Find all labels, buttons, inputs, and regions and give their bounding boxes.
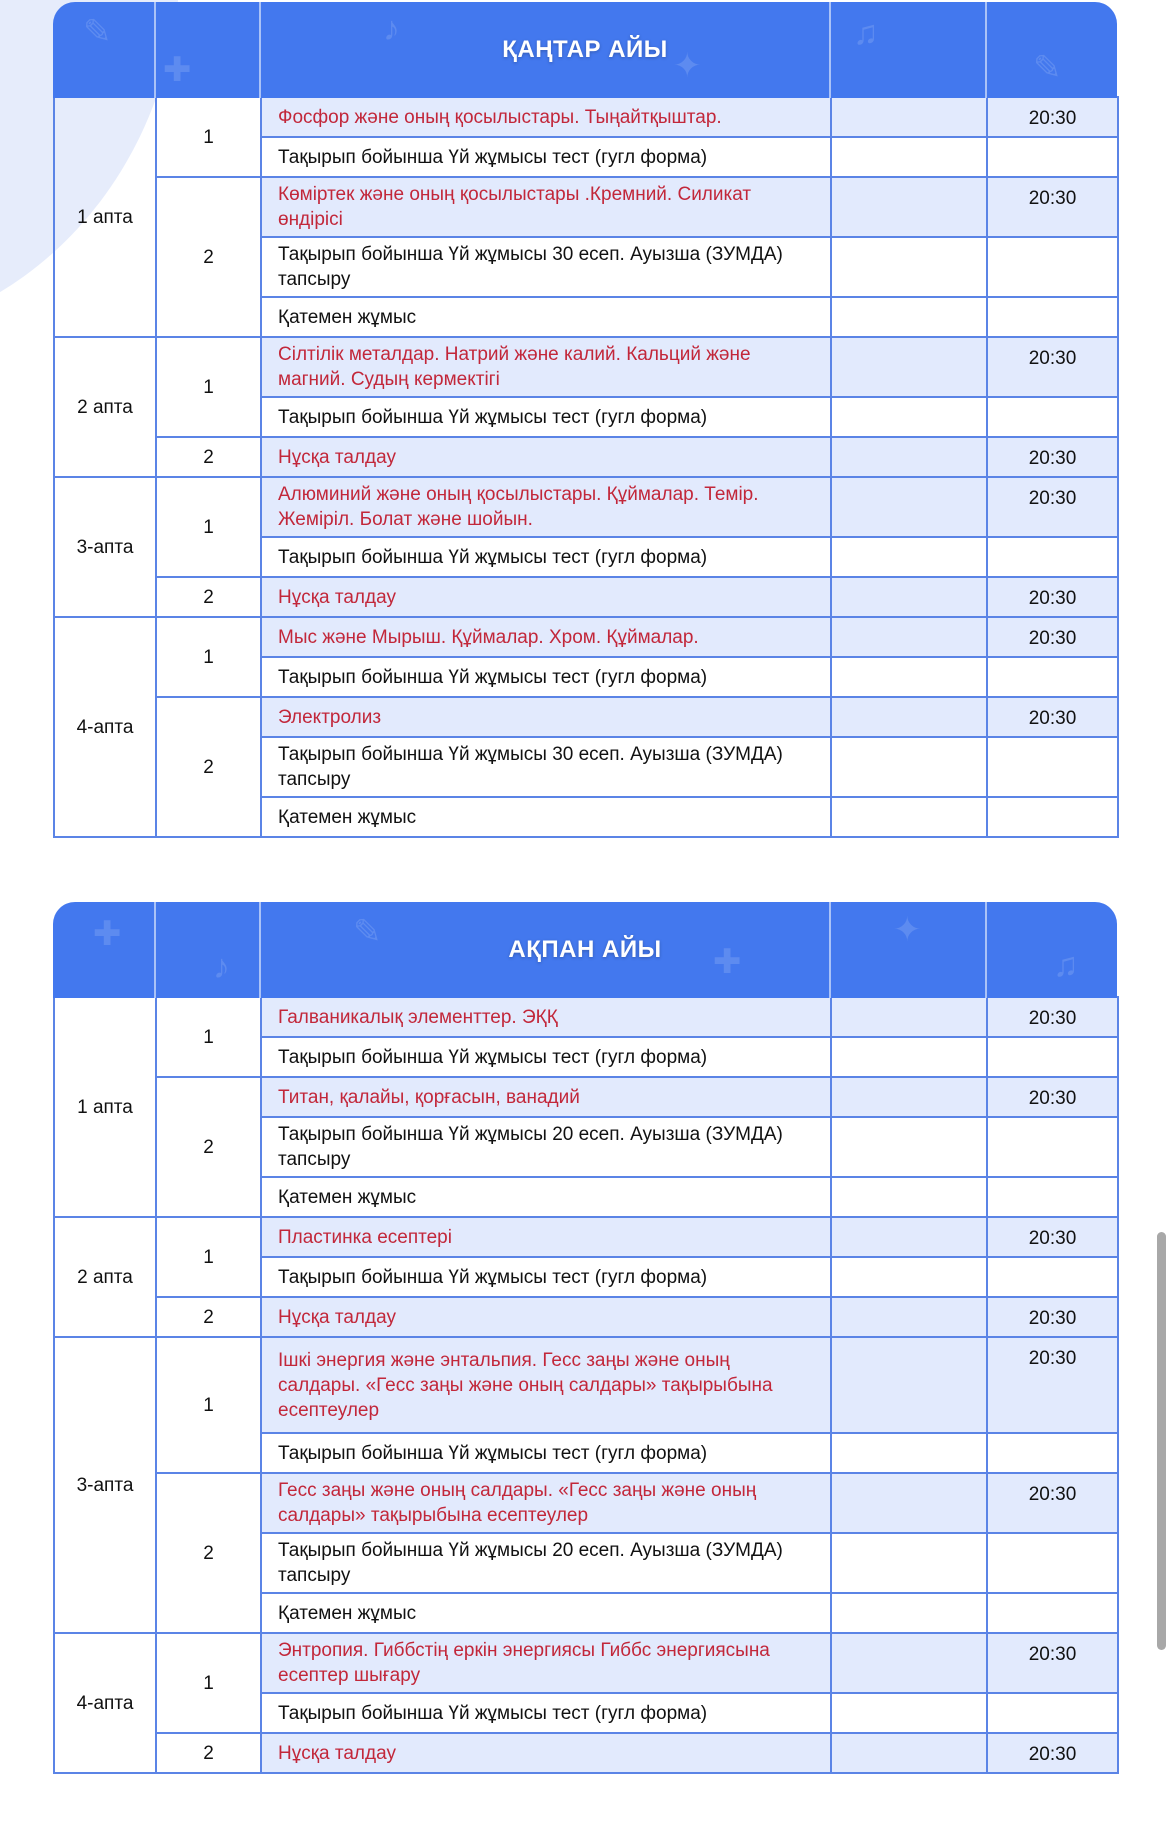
table-row: [54, 1633, 1118, 1693]
table-row: [54, 437, 1118, 477]
empty-cell: [831, 1217, 987, 1257]
lesson-task: Қатемен жұмыс: [261, 1593, 831, 1633]
empty-cell: [831, 237, 987, 297]
empty-cell: [831, 1297, 987, 1337]
lesson-time: [987, 797, 1118, 837]
lesson-time: 20:30: [987, 477, 1118, 537]
lesson-time: 20:30: [987, 97, 1118, 137]
month-title: ҚАҢТАР АЙЫ: [502, 36, 668, 63]
doodle-icon: ♫: [853, 14, 879, 52]
lesson-time: 20:30: [987, 437, 1118, 477]
lesson-time: 20:30: [987, 1337, 1118, 1433]
week-label: 2 апта: [54, 337, 156, 477]
empty-cell: [831, 477, 987, 537]
lesson-topic: Сілтілік металдар. Натрий және калий. Кальций және магний. Судың кермектігі: [261, 337, 831, 397]
week-label: 1 апта: [54, 97, 156, 337]
doodle-icon: ✚: [93, 915, 122, 953]
lesson-number: 2: [156, 177, 261, 337]
lesson-number: 2: [156, 1297, 261, 1337]
empty-cell: [831, 1433, 987, 1473]
lesson-task: Тақырып бойынша Үй жұмысы 20 есеп. Ауызша (ЗУМДА) тапсыру: [261, 1533, 831, 1593]
empty-cell: [831, 737, 987, 797]
empty-cell: [831, 577, 987, 617]
table-row: [54, 1733, 1118, 1773]
lesson-time: [987, 1257, 1118, 1297]
schedule-table: [53, 996, 1119, 1774]
lesson-topic: Галваникалық элементтер. ЭҚҚ: [261, 997, 831, 1037]
lesson-number: 2: [156, 1077, 261, 1217]
table-row: [54, 1297, 1118, 1337]
table-row: [54, 1337, 1118, 1433]
lesson-time: [987, 397, 1118, 437]
table-row: [54, 577, 1118, 617]
lesson-time: [987, 1533, 1118, 1593]
lesson-task: Тақырып бойынша Үй жұмысы тест (гугл форма): [261, 537, 831, 577]
lesson-time: 20:30: [987, 1733, 1118, 1773]
empty-cell: [831, 97, 987, 137]
lesson-topic: Нұсқа талдау: [261, 577, 831, 617]
lesson-number: 2: [156, 437, 261, 477]
empty-cell: [831, 697, 987, 737]
lesson-topic: Титан, қалайы, қорғасын, ванадий: [261, 1077, 831, 1117]
lesson-time: 20:30: [987, 177, 1118, 237]
empty-cell: [831, 1693, 987, 1733]
month-title: АҚПАН АЙЫ: [508, 936, 662, 963]
lesson-time: 20:30: [987, 1077, 1118, 1117]
lesson-time: [987, 1693, 1118, 1733]
lesson-topic: Мыс және Мырыш. Құймалар. Хром. Құймалар.: [261, 617, 831, 657]
table-row: [54, 617, 1118, 657]
lesson-topic: Алюминий және оның қосылыстары. Құймалар. Темір. Жеміріл. Болат және шойын.: [261, 477, 831, 537]
table-row: [54, 1217, 1118, 1257]
lesson-number: 1: [156, 477, 261, 577]
lesson-task: Тақырып бойынша Үй жұмысы тест (гугл форма): [261, 1037, 831, 1077]
lesson-number: 1: [156, 337, 261, 437]
empty-cell: [831, 657, 987, 697]
lesson-task: Тақырып бойынша Үй жұмысы тест (гугл форма): [261, 657, 831, 697]
lesson-task: Тақырып бойынша Үй жұмысы тест (гугл форма): [261, 1433, 831, 1473]
empty-cell: [831, 1077, 987, 1117]
lesson-topic: Электролиз: [261, 697, 831, 737]
lesson-topic: Энтропия. Гиббстің еркін энергиясы Гиббс энергиясына есептер шығару: [261, 1633, 831, 1693]
empty-cell: [831, 1533, 987, 1593]
lesson-number: 1: [156, 617, 261, 697]
week-label: 2 апта: [54, 1217, 156, 1337]
week-label: 3-апта: [54, 1337, 156, 1633]
lesson-time: [987, 1593, 1118, 1633]
week-label: 4-апта: [54, 1633, 156, 1773]
lesson-number: 2: [156, 697, 261, 837]
lesson-topic: Көміртек және оның қосылыстары .Кремний. Силикат өндірісі: [261, 177, 831, 237]
lesson-number: 1: [156, 1217, 261, 1297]
lesson-time: [987, 297, 1118, 337]
empty-cell: [831, 1473, 987, 1533]
empty-cell: [831, 617, 987, 657]
lesson-time: 20:30: [987, 1297, 1118, 1337]
lesson-time: 20:30: [987, 577, 1118, 617]
lesson-topic: Фосфор және оның қосылыстары. Тыңайтқыштар.: [261, 97, 831, 137]
lesson-time: [987, 1117, 1118, 1177]
lesson-time: 20:30: [987, 337, 1118, 397]
week-label: 4-апта: [54, 617, 156, 837]
scrollbar[interactable]: [1157, 1232, 1166, 1650]
empty-cell: [831, 297, 987, 337]
lesson-time: 20:30: [987, 697, 1118, 737]
lesson-time: 20:30: [987, 1217, 1118, 1257]
empty-cell: [831, 397, 987, 437]
lesson-task: Тақырып бойынша Үй жұмысы тест (гугл форма): [261, 137, 831, 177]
empty-cell: [831, 437, 987, 477]
table-row: [54, 1473, 1118, 1533]
week-label: 3-апта: [54, 477, 156, 617]
empty-cell: [831, 1337, 987, 1433]
empty-cell: [831, 1177, 987, 1217]
lesson-time: 20:30: [987, 1633, 1118, 1693]
table-row: [54, 477, 1118, 537]
lesson-time: [987, 1037, 1118, 1077]
lesson-task: Қатемен жұмыс: [261, 297, 831, 337]
doodle-icon: ✦: [893, 911, 922, 949]
table-row: [54, 997, 1118, 1037]
doodle-icon: ♫: [1053, 946, 1079, 984]
schedule-table: [53, 96, 1119, 838]
lesson-number: 1: [156, 97, 261, 177]
empty-cell: [831, 177, 987, 237]
lesson-time: [987, 737, 1118, 797]
lesson-time: 20:30: [987, 997, 1118, 1037]
doodle-icon: ✦: [673, 47, 702, 85]
doodle-icon: ✎: [83, 13, 112, 51]
lesson-time: [987, 237, 1118, 297]
empty-cell: [831, 1633, 987, 1693]
table-row: [54, 337, 1118, 397]
table-row: [54, 177, 1118, 237]
lesson-task: Қатемен жұмыс: [261, 1177, 831, 1217]
empty-cell: [831, 1593, 987, 1633]
doodle-icon: ✚: [713, 943, 742, 981]
lesson-time: [987, 537, 1118, 577]
lesson-task: Тақырып бойынша Үй жұмысы тест (гугл форма): [261, 397, 831, 437]
lesson-topic: Нұсқа талдау: [261, 1733, 831, 1773]
lesson-task: Қатемен жұмыс: [261, 797, 831, 837]
lesson-number: 2: [156, 577, 261, 617]
empty-cell: [831, 1733, 987, 1773]
lesson-topic: Гесс заңы және оның салдары. «Гесс заңы және оның салдары» тақырыбына есептеулер: [261, 1473, 831, 1533]
lesson-topic: Ішкі энергия және энтальпия. Гесс заңы және оның салдары. «Гесс заңы және оның салдары» тақырыбына есептеулер: [261, 1337, 831, 1433]
doodle-icon: ✎: [1033, 49, 1062, 87]
doodle-icon: ✚: [163, 51, 192, 89]
lesson-time: 20:30: [987, 617, 1118, 657]
lesson-task: Тақырып бойынша Үй жұмысы 30 есеп. Ауызша (ЗУМДА) тапсыру: [261, 237, 831, 297]
lesson-topic: Нұсқа талдау: [261, 437, 831, 477]
empty-cell: [831, 997, 987, 1037]
table-row: [54, 97, 1118, 137]
lesson-task: Тақырып бойынша Үй жұмысы тест (гугл форма): [261, 1257, 831, 1297]
lesson-time: [987, 657, 1118, 697]
lesson-task: Тақырып бойынша Үй жұмысы тест (гугл форма): [261, 1693, 831, 1733]
lesson-number: 2: [156, 1733, 261, 1773]
empty-cell: [831, 1257, 987, 1297]
empty-cell: [831, 137, 987, 177]
lesson-topic: Пластинка есептері: [261, 1217, 831, 1257]
lesson-number: 1: [156, 997, 261, 1077]
empty-cell: [831, 797, 987, 837]
lesson-number: 2: [156, 1473, 261, 1633]
doodle-icon: ✎: [353, 913, 382, 951]
lesson-number: 1: [156, 1337, 261, 1473]
week-label: 1 апта: [54, 997, 156, 1217]
empty-cell: [831, 1037, 987, 1077]
lesson-task: Тақырып бойынша Үй жұмысы 20 есеп. Ауызша (ЗУМДА) тапсыру: [261, 1117, 831, 1177]
lesson-time: [987, 1177, 1118, 1217]
lesson-time: [987, 1433, 1118, 1473]
lesson-topic: Нұсқа талдау: [261, 1297, 831, 1337]
month-header: [53, 2, 1117, 98]
table-row: [54, 697, 1118, 737]
empty-cell: [831, 337, 987, 397]
lesson-number: 1: [156, 1633, 261, 1733]
empty-cell: [831, 537, 987, 577]
month-header: [53, 902, 1117, 998]
lesson-task: Тақырып бойынша Үй жұмысы 30 есеп. Ауызша (ЗУМДА) тапсыру: [261, 737, 831, 797]
lesson-time: 20:30: [987, 1473, 1118, 1533]
doodle-icon: ♪: [213, 948, 230, 986]
table-row: [54, 1077, 1118, 1117]
lesson-time: [987, 137, 1118, 177]
doodle-icon: ♪: [383, 10, 400, 48]
empty-cell: [831, 1117, 987, 1177]
